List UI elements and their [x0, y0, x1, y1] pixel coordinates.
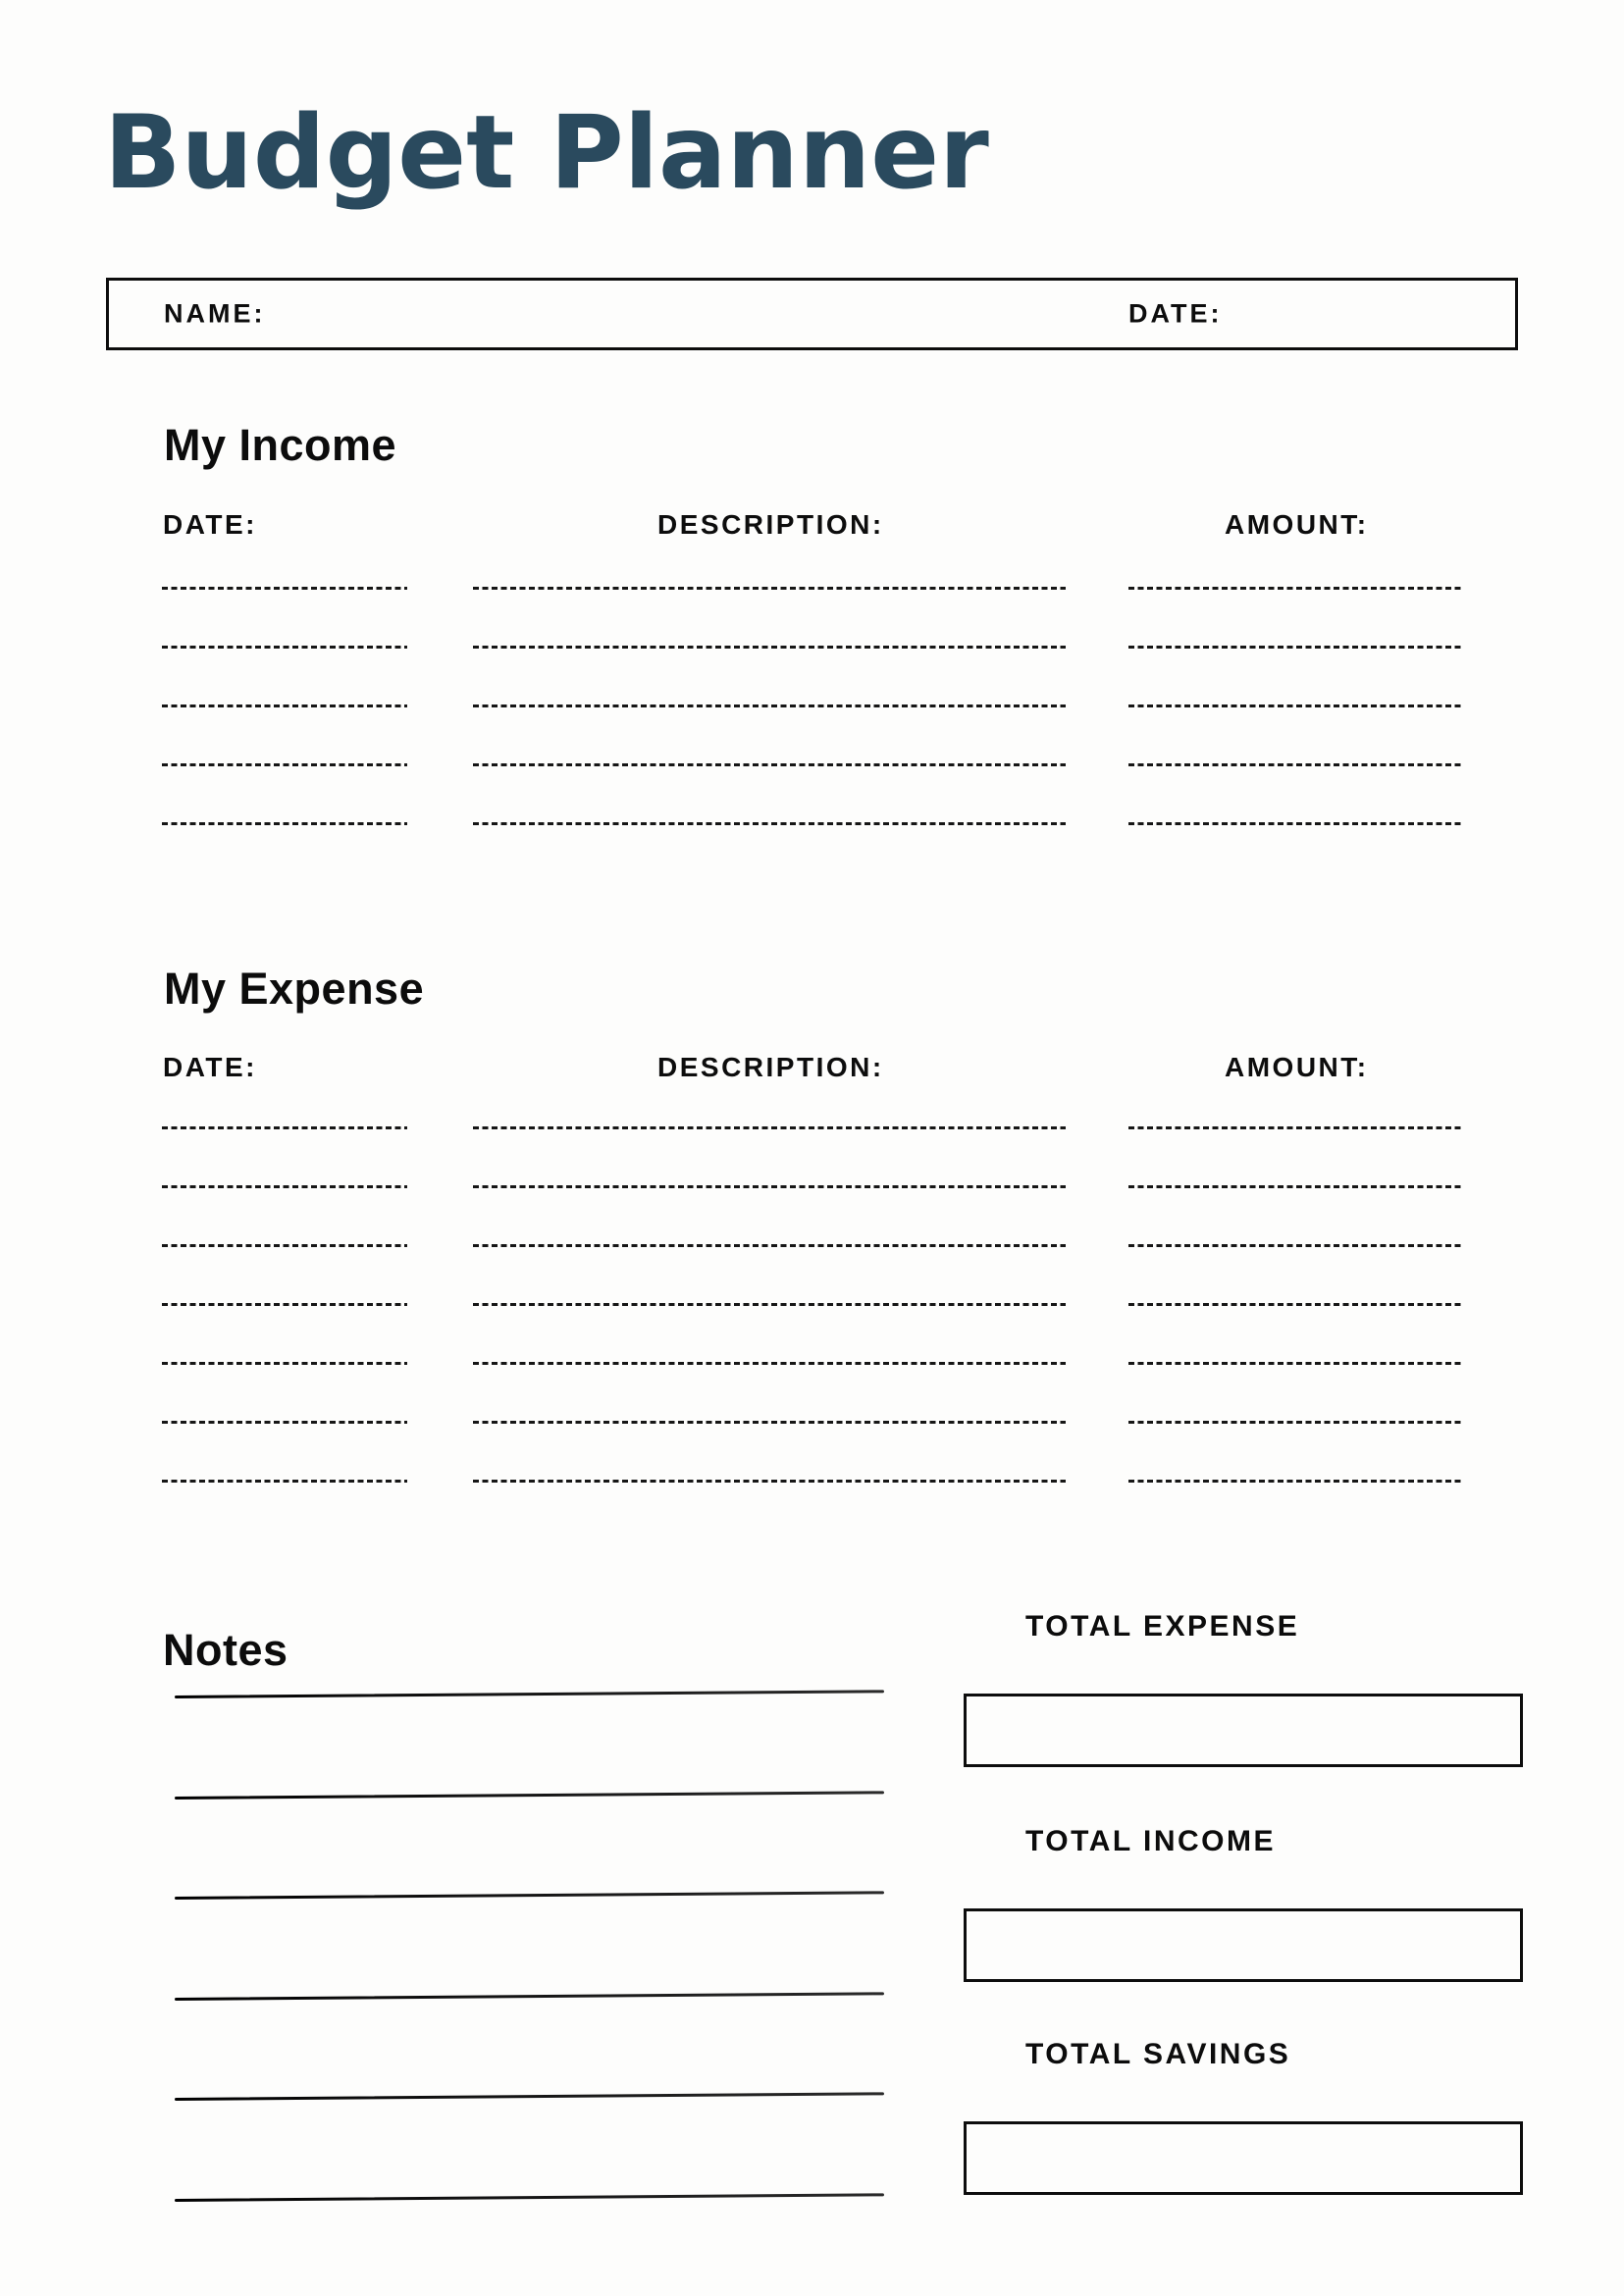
date-entry-line[interactable] [162, 1480, 407, 1483]
date-entry-line[interactable] [162, 704, 407, 707]
income-date-column-header: DATE: [163, 509, 257, 540]
notes-line[interactable] [175, 2093, 884, 2102]
amount-entry-line[interactable] [1128, 1244, 1462, 1247]
notes-line[interactable] [175, 1992, 884, 2001]
income-description-column-header: DESCRIPTION: [657, 509, 884, 540]
expense-section-heading: My Expense [164, 964, 425, 1014]
entry-row [0, 704, 1624, 708]
total-expense-label: TOTAL EXPENSE [1025, 1610, 1300, 1643]
amount-entry-line[interactable] [1128, 1185, 1462, 1188]
entry-row [0, 587, 1624, 591]
expense-date-column-header: DATE: [163, 1052, 257, 1082]
expense-amount-column-header: AMOUNT: [1225, 1052, 1369, 1082]
description-entry-line[interactable] [473, 646, 1066, 649]
date-value-area[interactable] [1237, 285, 1512, 343]
date-entry-line[interactable] [162, 1126, 407, 1129]
entry-row [0, 1244, 1624, 1248]
total-savings-box[interactable] [964, 2121, 1523, 2195]
date-entry-line[interactable] [162, 1362, 407, 1365]
date-entry-line[interactable] [162, 646, 407, 649]
name-date-bar [106, 278, 1518, 350]
notes-line[interactable] [175, 2193, 884, 2202]
entry-row [0, 1362, 1624, 1366]
income-rows [0, 587, 1624, 881]
description-entry-line[interactable] [473, 1185, 1066, 1188]
date-entry-line[interactable] [162, 1421, 407, 1424]
total-expense-block [964, 1612, 1523, 1767]
description-entry-line[interactable] [473, 1480, 1066, 1483]
amount-entry-line[interactable] [1128, 1480, 1462, 1483]
amount-entry-line[interactable] [1128, 822, 1462, 825]
entry-row [0, 646, 1624, 650]
description-entry-line[interactable] [473, 822, 1066, 825]
date-entry-line[interactable] [162, 763, 407, 766]
description-entry-line[interactable] [473, 1126, 1066, 1129]
description-entry-line[interactable] [473, 704, 1066, 707]
amount-entry-line[interactable] [1128, 1126, 1462, 1129]
notes-section-heading: Notes [163, 1625, 288, 1675]
income-amount-column-header: AMOUNT: [1225, 509, 1369, 540]
description-entry-line[interactable] [473, 763, 1066, 766]
amount-entry-line[interactable] [1128, 1362, 1462, 1365]
expense-description-column-header: DESCRIPTION: [657, 1052, 884, 1082]
entry-row [0, 1185, 1624, 1189]
expense-rows [0, 1126, 1624, 1539]
entry-row [0, 1126, 1624, 1130]
description-entry-line[interactable] [473, 1362, 1066, 1365]
total-savings-block [964, 2040, 1523, 2195]
total-savings-label: TOTAL SAVINGS [1025, 2038, 1291, 2070]
income-column-headers [0, 511, 1624, 541]
notes-line[interactable] [175, 1892, 884, 1901]
amount-entry-line[interactable] [1128, 646, 1462, 649]
amount-entry-line[interactable] [1128, 1303, 1462, 1306]
name-label: NAME: [164, 298, 266, 329]
name-value-area[interactable] [276, 285, 963, 343]
date-entry-line[interactable] [162, 1303, 407, 1306]
expense-column-headers [0, 1054, 1624, 1083]
total-income-block [964, 1827, 1523, 1982]
entry-row [0, 1421, 1624, 1425]
date-entry-line[interactable] [162, 1185, 407, 1188]
entry-row [0, 1303, 1624, 1307]
notes-line[interactable] [175, 1690, 884, 1698]
date-entry-line[interactable] [162, 587, 407, 590]
date-entry-line[interactable] [162, 822, 407, 825]
amount-entry-line[interactable] [1128, 704, 1462, 707]
page-title: Budget Planner [104, 94, 989, 212]
description-entry-line[interactable] [473, 587, 1066, 590]
total-income-box[interactable] [964, 1908, 1523, 1982]
description-entry-line[interactable] [473, 1421, 1066, 1424]
amount-entry-line[interactable] [1128, 763, 1462, 766]
entry-row [0, 822, 1624, 826]
notes-line[interactable] [175, 1791, 884, 1800]
amount-entry-line[interactable] [1128, 1421, 1462, 1424]
total-income-label: TOTAL INCOME [1025, 1825, 1276, 1857]
date-entry-line[interactable] [162, 1244, 407, 1247]
date-label: DATE: [1128, 298, 1223, 329]
description-entry-line[interactable] [473, 1303, 1066, 1306]
income-section-heading: My Income [164, 420, 397, 470]
amount-entry-line[interactable] [1128, 587, 1462, 590]
description-entry-line[interactable] [473, 1244, 1066, 1247]
total-expense-box[interactable] [964, 1694, 1523, 1767]
entry-row [0, 763, 1624, 767]
entry-row [0, 1480, 1624, 1484]
